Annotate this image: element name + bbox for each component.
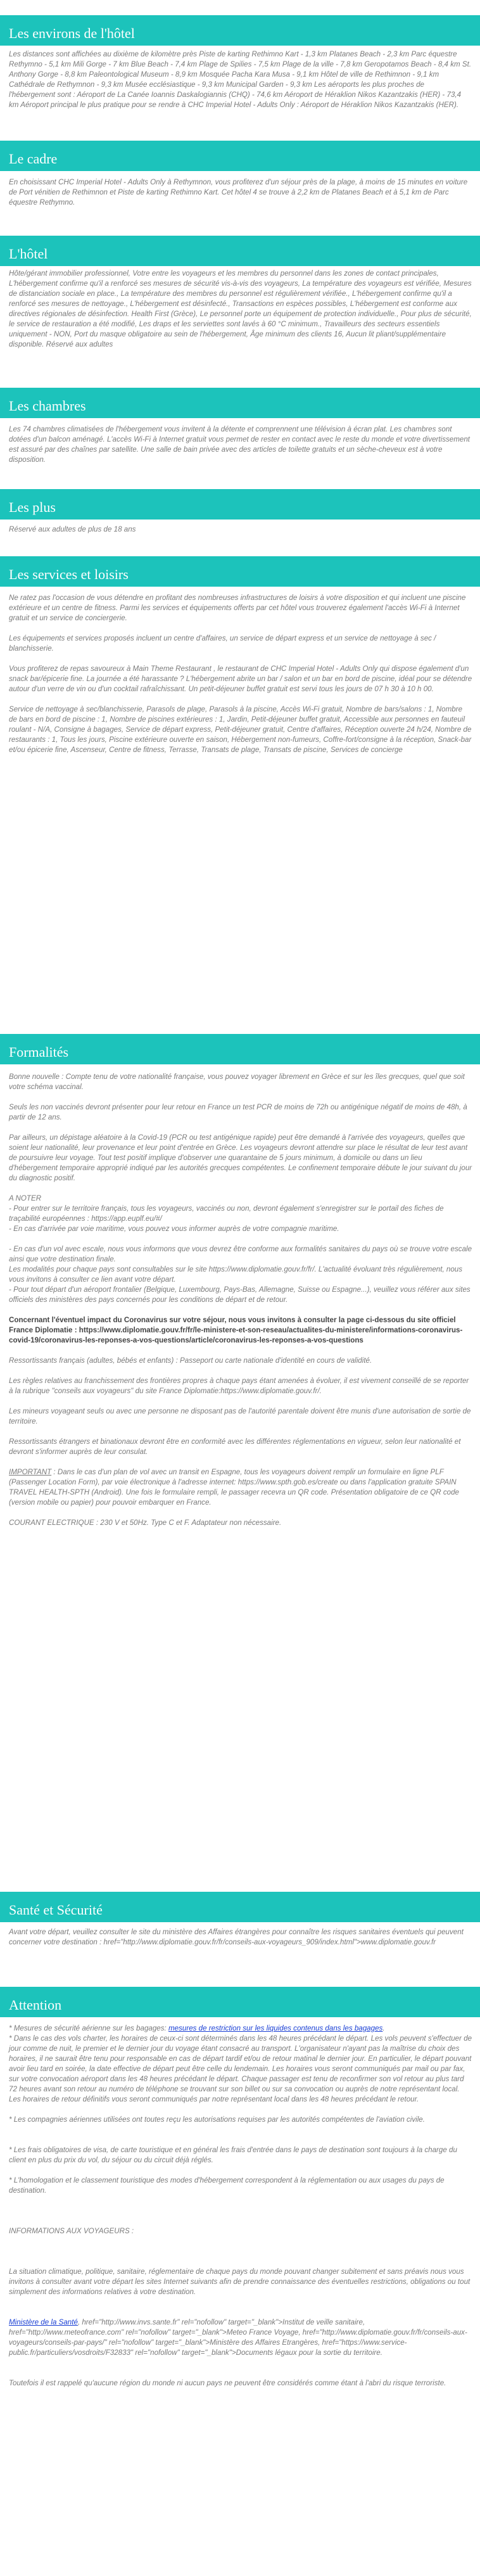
section-header-chambres <box>0 388 480 418</box>
section-header-formalites <box>0 1034 480 1064</box>
attention-paragraph: * L'homologation et le classement touristique des modes d'hébergement correspondent à la réglementation ou aux usages du pays de destination. <box>9 2176 445 2195</box>
formalites-note-line: - En cas d'arrivée par voie maritime, vous pouvez vous informer auprès de votre compagnie maritime. <box>9 1225 339 1233</box>
section-header-plus <box>0 489 480 520</box>
environs-text: Les distances sont affichées au dixième de kilomètre près Piste de karting Rethimno Kart - 1,3 km Platanes Beach - 2,3 km Parc équestre Rethymno - 5,1 km Mili Gorge - 7 km Blue Beach - 7,4 km Plage de Spilies - 7,5 km Plage de la ville - 7,8 km Geropotamos Beach - 8,4 km St. Anthony Gorge - 8,8 km Paleontological Museum - 8,9 km Mosquée Pacha Kara Musa - 9,1 km Hôtel de ville de Rethimnon - 9,1 km Cathédrale de Rethymnon - 9,3 km Musée ecclésiastique - 9,3 km Municipal Garden - 9,3 km Les aéroports les plus proches de l'hébergement sont : Aéroport de La Canée Ioannis Daskalogiannis (CHQ) - 74,6 km Aéroport de Héraklion Nikos Kazantzakis (HER) - 73,4 km Aéroport principal le plus pratique pour se rendre à CHC Imperial Hotel - Adults Only : Aéroport de Héraklion Nikos Kazantzakis (HER). <box>9 50 472 109</box>
section-title: Les environs de l'hôtel <box>9 25 135 41</box>
liquids-restriction-link[interactable]: mesures de restriction sur les liquides contenus dans les bagages <box>168 2024 383 2032</box>
section-body-sante <box>9 1927 472 1958</box>
section-header-environs <box>0 15 480 46</box>
services-paragraph: Ne ratez pas l'occasion de vous détendre en profitant des nombreuses infrastructures de loisirs à votre disposition et qui incluent une piscine extérieure et un centre de fitness. Parmi les services et équipements offerts par cet hôtel vous trouverez également l'accès Wi-Fi à Internet gratuit et un service de conciergerie. <box>9 594 466 622</box>
section-header-cadre <box>0 141 480 171</box>
travellers-info-heading: INFORMATIONS AUX VOYAGEURS : <box>9 2227 134 2235</box>
services-paragraph: Vous profiterez de repas savoureux à Main Theme Restaurant , le restaurant de CHC Imperial Hotel - Adults Only qui dispose également d'un snack bar/épicerie fine. La journée a été harassante ? L'hébergement abrite un bar / salon et un bar en bord de piscine, idéal pour se détendre autour d'un verre de vin ou d'un cocktail rafraîchissant. Un petit-déjeuner buffet gratuit est servi tous les jours de 07 h 30 à 10 h 00. <box>9 665 472 693</box>
section-title: L'hôtel <box>9 246 48 262</box>
formalites-paragraph: Seuls les non vaccinés devront présenter pour leur retour en France un test PCR de moins de 72h ou antigénique négatif de moins de 48h, à partir de 12 ans. <box>9 1103 467 1121</box>
formalites-paragraph: COURANT ELECTRIQUE : 230 V et 50Hz. Type C et F. Adaptateur non nécessaire. <box>9 1519 282 1527</box>
section-header-services <box>0 556 480 587</box>
section-title: Formalités <box>9 1044 69 1060</box>
section-title: Les services et loisirs <box>9 566 129 582</box>
section-body-services <box>9 593 472 765</box>
formalites-note-line: - En cas d'un vol avec escale, nous vous informons que vous devrez être conforme aux formalités sanitaires du pays où se trouve votre escale ainsi que votre destination finale. <box>9 1245 472 1263</box>
section-body-cadre <box>9 177 472 218</box>
section-title: Attention <box>9 1997 62 2013</box>
attention-intro-end: . <box>382 2024 385 2032</box>
section-body-plus <box>9 525 472 545</box>
important-label: IMPORTANT <box>9 1468 52 1476</box>
section-title: Les plus <box>9 499 56 515</box>
formalites-note-line: Les modalités pour chaque pays sont consultables sur le site https://www.diplomatie.gouv.fr/fr/. L'actualité évoluant très régulièrement, nous vous invitons à consulter ce lien avant votre départ. <box>9 1265 463 1284</box>
section-body-chambres <box>9 424 472 475</box>
formalites-note-line: A NOTER <box>9 1194 42 1202</box>
health-links-text: , href="http://www.invs.sante.fr" rel="nofollow" target="_blank">Institut de veille sanitaire, href="http://www.meteofrance.com" rel="nofollow" target="_blank">Meteo France Voyage, href="http://www.diplomatie.gouv.fr/fr/conseils-aux-voyageurs/conseils-par-pays/" rel="nofollow" target="_blank">Ministère des Affaires Etrangères, href="https://www.service-public.fr/particuliers/vosdroits/F32833" rel="nofollow" target="_blank">Documents légaux pour la sortie du territoire. <box>9 2318 467 2357</box>
attention-intro <box>9 2024 472 2034</box>
formalites-note-line: - Pour entrer sur le territoire français, tous les voyageurs, vaccinés ou non, devront également s'enregistrer sur le portail des fiches de traçabilité européennes : https://app.euplf.eu/#/ <box>9 1204 444 1223</box>
attention-paragraph: * Les compagnies aériennes utilisées ont toutes reçu les autorisations requises par les autorités compétentes de l'aviation civile. <box>9 2115 425 2124</box>
section-header-hotel <box>0 236 480 266</box>
section-title: Santé et Sécurité <box>9 1902 103 1918</box>
section-header-sante <box>0 1892 480 1922</box>
section-title: Les chambres <box>9 398 86 414</box>
section-title: Le cadre <box>9 151 58 167</box>
health-links-paragraph <box>9 2318 472 2358</box>
services-paragraph: Les équipements et services proposés incluent un centre d'affaires, un service de départ express et un service de nettoyage à sec / blanchisserie. <box>9 634 436 653</box>
cadre-text: En choisissant CHC Imperial Hotel - Adults Only à Rethymnon, vous profiterez d'un séjour près de la plage, à moins de 15 minutes en voiture de Port vénitien de Rethimnon et Piste de karting Rethimno Kart. Cet hôtel 4 se trouve à 2,2 km de Platanes Beach et à 5,1 km de Parc équestre Rethymno. <box>9 178 468 207</box>
attention-paragraph: * Les frais obligatoires de visa, de carte touristique et en général les frais d'entrée dans le pays de destination sont toujours à la charge du client en plus du prix du vol, du séjour ou du circuit déjà réglés. <box>9 2146 457 2164</box>
section-body-environs <box>9 49 472 120</box>
important-text: : Dans le cas d'un plan de vol avec un transit en Espagne, tous les voyageurs doivent remplir un formulaire en ligne PLF (Passenger Location Form), par voie électronique à l'adresse internet: https://www.spth.gob.es/create ou dans l'application gratuite SPAIN TRAVEL HEALTH-SPTH (Android). Une fois le formulaire rempli, le passager recevra un QR code. Présentation obligatoire de ce QR code (version mobile ou papier) pour pouvoir embarquer en France. <box>9 1468 459 1507</box>
formalites-note-line: - Pour tout départ d'un aéroport frontalier (Belgique, Luxembourg, Pays-Bas, Allemagne, Suisse ou Espagne...), veuillez vous référer aux sites officiels des ministères des pays concernés pour les conditions de départ et de retour. <box>9 1285 471 1304</box>
section-body-formalites <box>9 1072 472 1538</box>
formalites-paragraph: Par ailleurs, un dépistage aléatoire à la Covid-19 (PCR ou test antigénique rapide) peut être demandé à l'arrivée des voyageurs, quelles que soient leur nationalité, leur provenance et leur point d'entrée en Grèce. Les voyageurs devront attendre sur place le résultat de leur test avant de poursuivre leur voyage. Tout test positif implique d'observer une quarantaine de 5 jours minimum, à domicile ou dans un lieu d'hébergement temporaire approprié indiqué par les autorités grecques compétentes. Le confinement temporaire débute le jour suivant du jour du diagnostic positif. <box>9 1133 472 1182</box>
plus-text: Réservé aux adultes de plus de 18 ans <box>9 525 136 533</box>
attention-paragraph: Toutefois il est rappelé qu'aucune région du monde ni aucun pays ne peuvent être considérés comme étant à l'abri du risque terroriste. <box>9 2379 446 2387</box>
formalites-paragraph: Ressortissants étrangers et binationaux devront être en conformité avec les différentes réglementations en vigueur, selon leur nationalité et devront s'informer auprès de leur consulat. <box>9 1438 461 1456</box>
section-body-attention <box>9 2024 472 2399</box>
services-paragraph: Service de nettoyage à sec/blanchisserie, Parasols de plage, Parasols à la piscine, Accès Wi-Fi gratuit, Nombre de bars/salons : 1, Nombre de bars en bord de piscine : 1, Nombre de piscines extérieures : 1, Jardin, Petit-déjeuner buffet gratuit, Accessible aux personnes en fauteuil roulant - N/A, Consigne à bagages, Service de départ express, Petit-déjeuner gratuit, Centre d'affaires, Réception ouverte 24 h/24, Nombre de restaurants : 1, Tous les jours, Piscine extérieure ouverte en saison, Hébergement non-fumeurs, Coffre-fort/consigne à la réception, Snack-bar et/ou épicerie fine, Ascenseur, Centre de fitness, Terrasse, Transats de plage, Transats de piscine, Services de concierge <box>9 705 472 754</box>
coronavirus-notice: Concernant l'éventuel impact du Coronavirus sur votre séjour, nous vous invitons à consulter la page ci-dessous du site officiel France Diplomatie : https://www.diplomatie.gouv.fr/fr/le-ministere-et-son-reseau/actualites-du-ministere/informations-coronavirus-covid-19/coronavirus-les-reponses-a-vos-questions/article/coronavirus-les-reponses-a-vos-questions <box>9 1316 463 1344</box>
formalites-paragraph: Bonne nouvelle : Compte tenu de votre nationalité française, vous pouvez voyager librement en Grèce et sur les îles grecques, quel que soit votre schéma vaccinal. <box>9 1073 465 1091</box>
hotel-text: Hôte/gérant immobilier professionnel, Votre entre les voyageurs et les membres du personnel dans les zones de contact principales, L'hébergement confirme qu'il a renforcé ses mesures de sécurité vis-à-vis des voyageurs, La température des voyageurs est vérifiée, Mesures de distanciation sociale en place., La température des membres du personnel est régulièrement vérifiée., L'hébergement confirme qu'il a renforcé ses mesures de nettoyage., L'hébergement est désinfecté., Transactions en espèces possibles, L'hébergement est conforme aux directives régionales de désinfection. Health First (Grèce), Le personnel porte un équipement de protection individuelle., Pour plus de sécurité, le service de restauration a été modifié, Les draps et les serviettes sont lavés à 60 °C minimum., Travailleurs des secteurs essentiels uniquement - NON, Port du masque obligatoire au sein de l'hébergement, Âge minimum des clients 16, Aucun lit pliant/supplémentaire disponible. Réservé aux adultes <box>9 269 472 348</box>
chambres-text: Les 74 chambres climatisées de l'hébergement vous invitent à la détente et comprennent une télévision à écran plat. Les chambres sont dotées d'un balcon aménagé. L'accès Wi-Fi à Internet gratuit vous permet de rester en contact avec le reste du monde et votre divertissement est assuré par des chaînes par satellite. Une salle de bain privée avec des articles de toilette gratuits et un sèche-cheveux est à votre disposition. <box>9 425 471 464</box>
attention-intro-text: * Mesures de sécurité aérienne sur les bagages: <box>9 2024 168 2032</box>
section-body-hotel <box>9 269 472 360</box>
formalites-paragraph: Les mineurs voyageant seuls ou avec une personne ne disposant pas de l'autorité parentale doivent être munis d'une autorisation de sortie de territoire. <box>9 1407 471 1425</box>
ministere-sante-link[interactable]: Ministère de la Santé <box>9 2318 78 2326</box>
sante-text: Avant votre départ, veuillez consulter le site du ministère des Affaires étrangères pour connaître les risques sanitaires éventuels qui peuvent concerner votre destination : href="http://www.diplomatie.gouv.fr/fr/conseils-aux-voyageurs_909/index.html">www.diplomatie.gouv.fr <box>9 1928 464 1946</box>
important-paragraph <box>9 1467 472 1508</box>
attention-paragraph: La situation climatique, politique, sanitaire, réglementaire de chaque pays du monde pouvant changer subitement et sans préavis nous vous invitons à consulter avant votre départ les sites Internet suivants afin de prendre connaissance des éventuelles restrictions, obligations ou tout simplement des informations relatives à votre destination. <box>9 2267 471 2296</box>
formalites-paragraph: Les règles relatives au franchissement des frontières propres à chaque pays étant amenées à évoluer, il est vivement conseillé de se reporter à la rubrique "conseils aux voyageurs" du site France Diplomatie:https://www.diplomatie.gouv.fr/. <box>9 1377 469 1395</box>
formalites-paragraph: Ressortissants français (adultes, bébés et enfants) : Passeport ou carte nationale d'identité en cours de validité. <box>9 1356 372 1365</box>
section-header-attention <box>0 1987 480 2017</box>
attention-paragraph: * Dans le cas des vols charter, les horaires de ceux-ci sont déterminés dans les 48 heures précédant le départ. Les vols peuvent s'effectuer de jour comme de nuit, le premier et le dernier jour du voyage étant consacré au transport. L'organisateur n'ayant pas la maîtrise du choix des horaires, il ne saurait être tenu pour responsable en cas de départ tardif et/ou de retour matinal le dernier jour. En particulier, le départ pouvant avoir lieu tard en soirée, la date effective de départ peut être celle du lendemain. Les horaires vous seront communiqués par mail ou par fax, sur votre convocation aéroport dans les 48 heures précédant le départ. Chaque passager est tenu de reconfirmer son vol retour au plus tard 72 heures avant son retour au numéro de téléphone se trouvant sur son billet ou sur sa convocation ou auprès de notre représentant local. Les horaires de retour définitifs vous seront communiqués par notre représentant local dans les 48 heures précédant le retour. <box>9 2034 472 2103</box>
